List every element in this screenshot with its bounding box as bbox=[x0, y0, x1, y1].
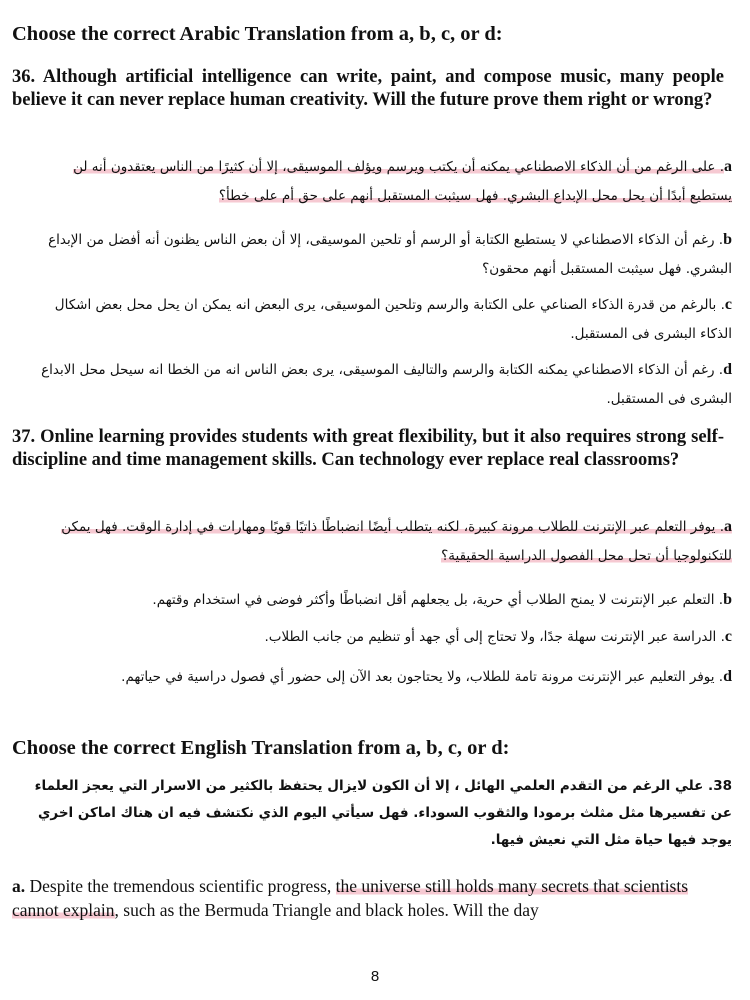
option-text: . يوفر التعلم عبر الإنترنت للطلاب مرونة كبيرة، لكنه يتطلب أيضًا انضباطًا ذاتيًا قويًا ومهارات في إدارة الوقت. فهل يمكن للتكنولوجيا أن تحل محل الفصول الدراسية الحقيقية؟ bbox=[61, 519, 732, 564]
q36-option-d bbox=[32, 355, 732, 414]
q37-option-b bbox=[32, 585, 732, 615]
option-text-part3: , such as the Bermuda Triangle and black holes. Will the day bbox=[114, 900, 539, 920]
section-heading-arabic: Choose the correct Arabic Translation from a, b, c, or d: bbox=[12, 23, 503, 45]
option-letter: d bbox=[723, 668, 732, 685]
q36-option-c bbox=[32, 290, 732, 349]
q37-option-c bbox=[32, 622, 732, 652]
option-letter: d bbox=[723, 361, 732, 378]
q38-option-a bbox=[12, 874, 724, 922]
option-text-highlighted: the universe still holds many secrets that scientists cannot explain bbox=[12, 876, 689, 920]
option-text: . التعلم عبر الإنترنت لا يمنح الطلاب أي حرية، بل يجعلهم أقل انضباطًا وأكثر فوضى في استخدام وقتهم. bbox=[152, 592, 724, 608]
option-text: . يوفر التعليم عبر الإنترنت مرونة تامة للطلاب، ولا يحتاجون بعد الآن إلى حضور أي فصول دراسية في حياتهم. bbox=[121, 669, 724, 685]
option-text-part1: Despite the tremendous scientific progress, bbox=[25, 876, 336, 896]
q36-option-a bbox=[32, 152, 732, 211]
q37-option-a bbox=[32, 512, 732, 571]
option-letter: c bbox=[724, 628, 732, 645]
option-letter: a. bbox=[12, 876, 26, 896]
question-37: 37. Online learning provides students with great flexibility, but it also requires strong self-discipline and time management skills. Can technology ever replace real classrooms? bbox=[12, 427, 724, 470]
option-text: . رغم أن الذكاء الاصطناعي يمكنه الكتابة والرسم والتاليف الموسيقى، يرى بعض الناس انه من الخطا انه سيحل محل الابداع البشرى فى المستقبل. bbox=[41, 362, 732, 407]
page-number: 8 bbox=[370, 968, 380, 985]
option-letter: b bbox=[723, 591, 732, 608]
question-36: 36. Although artificial intelligence can write, paint, and compose music, many people believe it can never replace human creativity. Will the future prove them right or wrong? bbox=[12, 67, 724, 110]
option-text: . على الرغم من أن الذكاء الاصطناعي يمكنه أن يكتب ويرسم ويؤلف الموسيقى، إلا أن كثيرًا من الناس يعتقدون أنه لن يستطيع أبدًا أن يحل محل الإبداع البشري. فهل سيثبت المستقبل أنهم على حق أم على خطأ؟ bbox=[73, 159, 732, 204]
option-letter: b bbox=[723, 231, 732, 248]
option-letter: c bbox=[724, 296, 732, 313]
section-heading-english: Choose the correct English Translation from a, b, c, or d: bbox=[12, 737, 510, 759]
option-letter: a bbox=[724, 158, 732, 175]
option-letter: a bbox=[724, 518, 732, 535]
q37-option-d bbox=[32, 662, 732, 692]
question-38: 38. علي الرغم من التقدم العلمي الهائل ، إلا أن الكون لايزال يحتفظ بالكثير من الاسرار التي يعجز العلماء عن تفسيرها مثل مثلث برمودا والثقوب السوداء. فهل سيأتي اليوم الذي نكتشف فيه ان هناك اماكن اخري يوجد فيها حياة مثل التي نعيش فيها. bbox=[34, 778, 732, 848]
q36-option-b bbox=[32, 225, 732, 284]
option-text: . رغم أن الذكاء الاصطناعي لا يستطيع الكتابة أو الرسم أو تلحين الموسيقى، إلا أن بعض الناس يظنون أنه أفضل من الإبداع البشري. فهل سيثبت المستقبل أنهم محقون؟ bbox=[48, 232, 732, 277]
option-text: . الدراسة عبر الإنترنت سهلة جدًا، ولا تحتاج إلى أي جهد أو تنظيم من جانب الطلاب. bbox=[264, 629, 725, 645]
option-text: . بالرغم من قدرة الذكاء الصناعي على الكتابة والرسم وتلحين الموسيقى، يرى البعض انه يمكن ان يحل محل بعض اشكال الذكاء البشرى فى المستقبل. bbox=[54, 297, 732, 342]
